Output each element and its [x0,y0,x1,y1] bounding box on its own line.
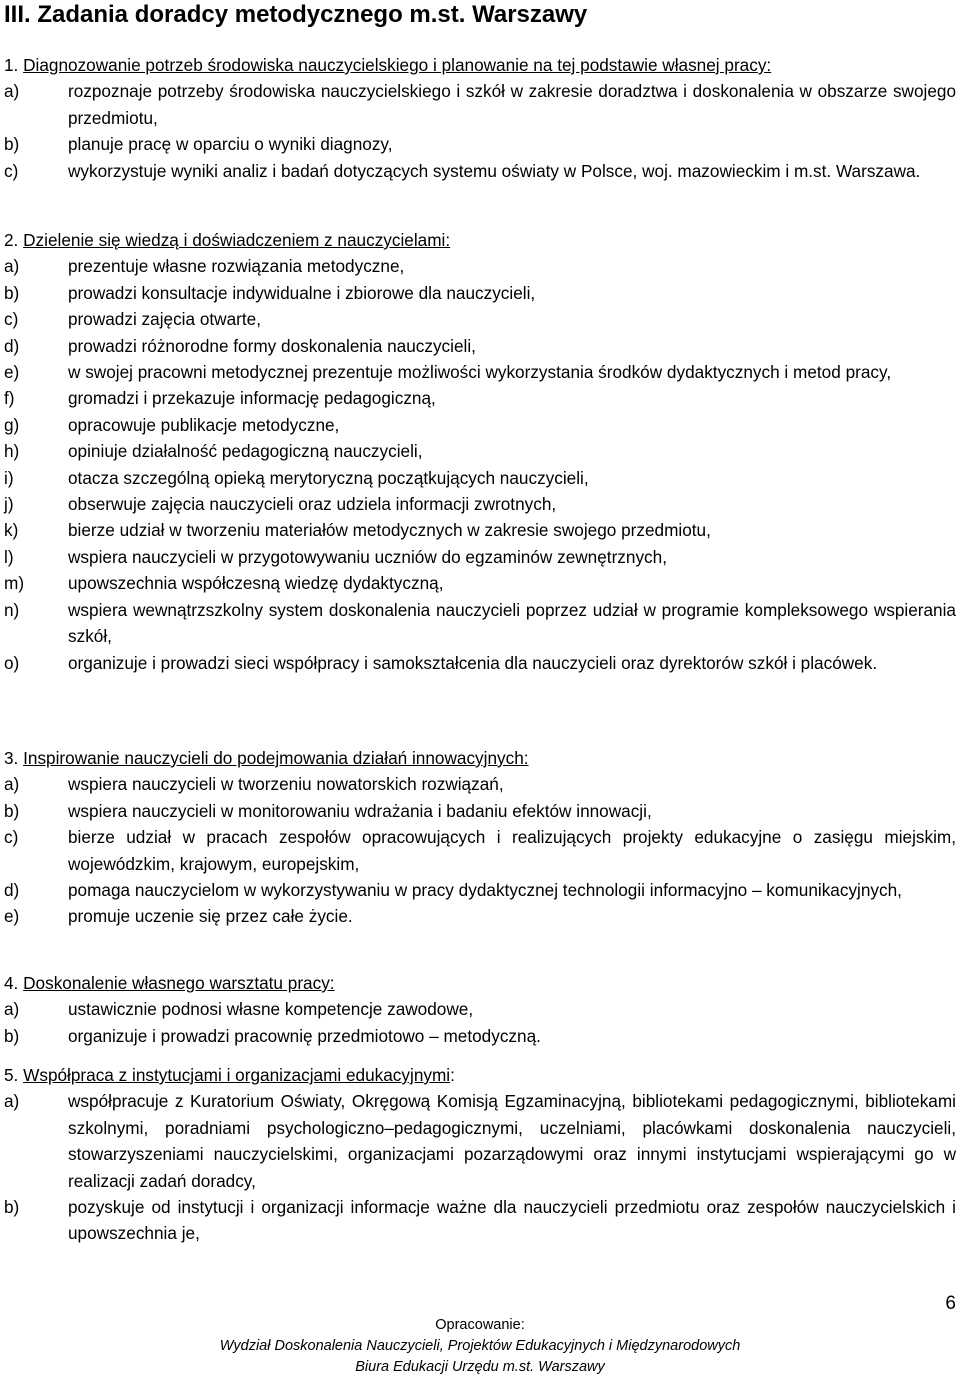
item-text: gromadzi i przekazuje informację pedagogiczną, [68,388,436,409]
item-letter: f) [4,388,15,409]
list-item [4,903,956,929]
list-item [4,359,956,385]
item-text: promuje uczenie się przez całe życie. [68,906,353,927]
section-number: 2. [4,230,19,250]
page-number: 6 [945,1293,956,1314]
item-text: rozpoznaje potrzeby środowiska nauczycielskiego i szkół w zakresie doradztwa i doskonalenia w obszarze swojego przedmiotu, [68,81,956,128]
section-number: 4. [4,973,19,993]
item-letter: e) [4,362,20,383]
page-title: III. Zadania doradcy metodycznego m.st. Warszawy [4,1,588,28]
page-footer [0,1315,960,1378]
item-letter: i) [4,467,14,488]
section-heading: 5. Współpraca z instytucjami i organizacjami edukacyjnymi: [4,1065,455,1085]
item-text: wspiera nauczycieli w monitorowaniu wdrażania i badaniu efektów innowacji, [68,800,652,821]
item-text: prowadzi zajęcia otwarte, [68,309,261,330]
list-item [4,280,956,306]
list-item [4,798,956,824]
item-letter: k) [4,520,19,541]
item-letter: h) [4,441,20,462]
item-text: obserwuje zajęcia nauczycieli oraz udziela informacji zwrotnych, [68,494,557,515]
section-heading [4,52,956,78]
section-5 [4,1062,956,1247]
section-number: 1. [4,55,19,75]
list-item [4,385,956,411]
list-item [4,412,956,438]
item-text: wykorzystuje wyniki analiz i badań dotyczących systemu oświaty w Polsce, woj. mazowieckim i m.st. Warszawa. [68,160,921,181]
item-letter: a) [4,256,20,277]
item-text: w swojej pracowni metodycznej prezentuje możliwości wykorzystania środków dydaktycznych i metod pracy, [68,362,892,383]
list-item [4,491,956,517]
list-item [4,465,956,491]
footer-line-1: Wydział Doskonalenia Nauczycieli, Projektów Edukacyjnych i Międzynarodowych [219,1338,741,1354]
item-letter: d) [4,335,20,356]
section-3 [4,745,956,930]
item-letter: a) [4,81,20,102]
item-text: ustawicznie podnosi własne kompetencje zawodowe, [68,999,474,1020]
item-letter: a) [4,774,20,795]
section-title: Dzielenie się wiedzą i doświadczeniem z nauczycielami: [23,230,451,250]
item-letter: c) [4,827,19,848]
list-item [4,650,956,676]
item-letter: b) [4,1197,20,1218]
list-item [4,996,956,1022]
item-letter: l) [4,546,14,567]
section-title: Inspirowanie nauczycieli do podejmowania działań innowacyjnych: [23,748,529,768]
item-letter: n) [4,599,20,620]
section-number: 3. [4,748,19,768]
item-text: opiniuje działalność pedagogiczną nauczycieli, [68,441,423,462]
item-text: współpracuje z Kuratorium Oświaty, Okręgową Komisją Egzaminacyjną, bibliotekami pedagogicznymi, bibliotekami szkolnymi, poradniami psychologiczno–pedagogicznymi, uczelniami, placówkami doskonalenia nauczycieli, stowarzyszeniami nauczycielskimi, organizacjami pozarządowymi oraz innymi instytucjami wspierającymi go w realizacji zadań doradcy, [68,1091,956,1191]
item-letter: b) [4,282,20,303]
section-heading [4,227,956,253]
section-title: Diagnozowanie potrzeb środowiska nauczycielskiego i planowanie na tej podstawie własnej pracy: [23,55,772,75]
item-letter: b) [4,800,20,821]
section-list [4,771,956,929]
item-letter: c) [4,309,19,330]
item-letter: b) [4,1025,20,1046]
item-text: wspiera wewnątrzszkolny system doskonalenia nauczycieli poprzez udział w programie kompleksowego wspierania szkół, [68,599,956,647]
item-text: prezentuje własne rozwiązania metodyczne, [68,256,405,277]
item-letter: o) [4,652,20,673]
section-4 [4,970,956,1049]
item-letter: c) [4,160,19,181]
item-letter: m) [4,573,25,594]
item-letter: a) [4,1091,20,1112]
section-heading [4,970,956,996]
item-text: pomaga nauczycielom w wykorzystywaniu w pracy dydaktycznej technologii informacyjno – komunikacyjnych, [68,880,902,901]
item-text: upowszechnia współczesną wiedzę dydaktyczną, [68,573,444,594]
item-text: organizuje i prowadzi sieci współpracy i samokształcenia dla nauczycieli oraz dyrektorów szkół i placówek. [68,652,878,673]
list-item [4,517,956,543]
section-number: 5. [4,1065,19,1085]
list-item [4,333,956,359]
item-text: bierze udział w tworzeniu materiałów metodycznych w zakresie swojego przedmiotu, [68,520,711,541]
footer-line-2: Biura Edukacji Urzędu m.st. Warszawy [355,1359,605,1375]
item-text: prowadzi różnorodne formy doskonalenia nauczycieli, [68,335,476,356]
item-text: pozyskuje od instytucji i organizacji informacje ważne dla nauczycieli przedmiotu oraz zespołów nauczycielskich i upowszechnia je, [68,1197,956,1244]
list-item [4,877,956,903]
section-title: Doskonalenie własnego warsztatu pracy: [23,973,335,993]
item-letter: b) [4,134,20,155]
section-list [4,1088,956,1246]
item-text: prowadzi konsultacje indywidualne i zbiorowe dla nauczycieli, [68,282,536,303]
section-heading [4,745,956,771]
item-letter: d) [4,880,20,901]
list-item [4,306,956,332]
item-letter: g) [4,414,20,435]
list-item [4,544,956,570]
item-text: opracowuje publikacje metodyczne, [68,414,340,435]
list-item [4,1088,956,1194]
section-title: Współpraca z instytucjami i organizacjami edukacyjnymi [23,1065,451,1085]
list-item [4,158,956,184]
section-1 [4,52,956,184]
item-text: otacza szczególną opieką merytoryczną początkujących nauczycieli, [68,467,589,488]
list-item [4,253,956,279]
item-letter: e) [4,906,20,927]
item-text: planuje pracę w oparciu o wyniki diagnozy, [68,134,393,155]
list-item [4,131,956,157]
list-item [4,1023,956,1049]
item-letter: j) [4,494,14,515]
section-list [4,78,956,184]
list-item [4,824,956,877]
section-list [4,996,956,1049]
footer-label: Opracowanie: [435,1317,525,1333]
item-text: bierze udział w pracach zespołów opracowujących i realizujących projekty edukacyjne o zasięgu miejskim, wojewódzkim, krajowym, europejskim, [68,827,956,874]
list-item [4,771,956,797]
item-letter: a) [4,999,20,1020]
item-text: wspiera nauczycieli w tworzeniu nowatorskich rozwiązań, [68,774,504,795]
section-2 [4,227,956,676]
item-text: wspiera nauczycieli w przygotowywaniu uczniów do egzaminów zewnętrznych, [68,546,667,567]
list-item [4,78,956,131]
item-text: organizuje i prowadzi pracownię przedmiotowo – metodyczną. [68,1025,541,1046]
section-list [4,253,956,676]
list-item [4,570,956,596]
list-item [4,438,956,464]
list-item [4,1194,956,1247]
list-item [4,597,956,650]
